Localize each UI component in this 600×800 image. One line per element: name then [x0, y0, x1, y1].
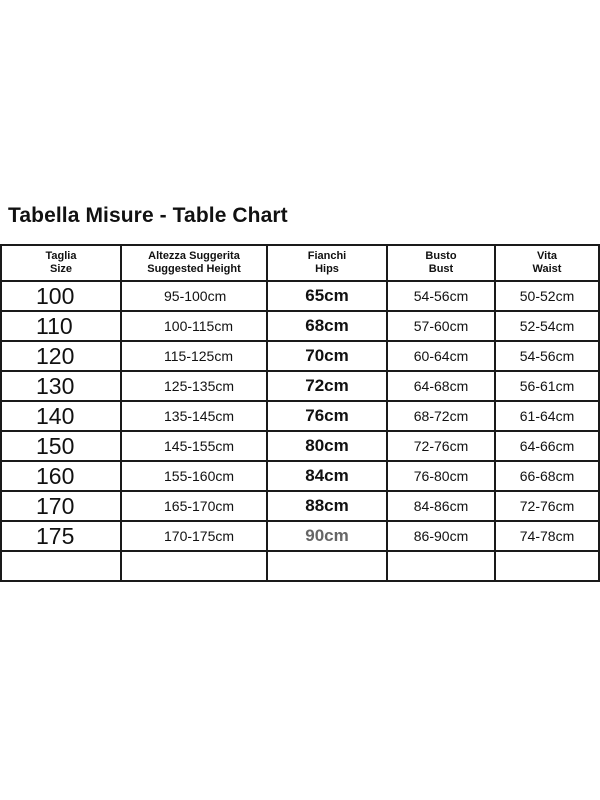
header-size-it: Taglia — [45, 250, 77, 262]
header-waist-en: Waist — [532, 263, 562, 275]
cell-bust: 54-56cm — [387, 281, 495, 311]
header-size — [1, 245, 121, 281]
cell-bust — [387, 551, 495, 581]
cell-waist: 56-61cm — [495, 371, 599, 401]
cell-waist: 64-66cm — [495, 431, 599, 461]
cell-bust: 72-76cm — [387, 431, 495, 461]
cell-waist: 52-54cm — [495, 311, 599, 341]
cell-hips: 88cm — [267, 491, 387, 521]
cell-bust: 68-72cm — [387, 401, 495, 431]
cell-hips: 84cm — [267, 461, 387, 491]
table-row — [1, 431, 599, 461]
cell-height: 100-115cm — [121, 311, 267, 341]
cell-size: 110 — [1, 311, 121, 341]
cell-height: 95-100cm — [121, 281, 267, 311]
header-waist-it: Vita — [537, 250, 557, 262]
cell-height: 125-135cm — [121, 371, 267, 401]
cell-waist: 61-64cm — [495, 401, 599, 431]
table-row — [1, 281, 599, 311]
header-height-it: Altezza Suggerita — [148, 250, 240, 262]
header-bust — [387, 245, 495, 281]
table-row — [1, 461, 599, 491]
cell-waist: 74-78cm — [495, 521, 599, 551]
table-row — [1, 401, 599, 431]
cell-hips: 76cm — [267, 401, 387, 431]
page-title: Tabella Misure - Table Chart — [8, 204, 288, 227]
cell-size — [1, 551, 121, 581]
cell-bust: 76-80cm — [387, 461, 495, 491]
cell-bust: 64-68cm — [387, 371, 495, 401]
table-row — [1, 341, 599, 371]
cell-hips: 90cm — [267, 521, 387, 551]
header-height — [121, 245, 267, 281]
cell-height: 170-175cm — [121, 521, 267, 551]
cell-waist: 50-52cm — [495, 281, 599, 311]
header-size-en: Size — [49, 263, 72, 275]
cell-bust: 60-64cm — [387, 341, 495, 371]
table-header-row — [1, 245, 599, 281]
cell-hips: 68cm — [267, 311, 387, 341]
header-hips-en: Hips — [315, 263, 339, 275]
cell-bust: 84-86cm — [387, 491, 495, 521]
cell-height — [121, 551, 267, 581]
cell-size: 130 — [1, 371, 121, 401]
cell-hips: 65cm — [267, 281, 387, 311]
header-waist — [495, 245, 599, 281]
table-row — [1, 491, 599, 521]
table-row — [1, 521, 599, 551]
header-height-en: Suggested Height — [147, 263, 241, 275]
cell-height: 155-160cm — [121, 461, 267, 491]
header-hips — [267, 245, 387, 281]
header-bust-en: Bust — [428, 263, 454, 275]
cell-waist: 66-68cm — [495, 461, 599, 491]
cell-size: 160 — [1, 461, 121, 491]
cell-bust: 57-60cm — [387, 311, 495, 341]
cell-size: 175 — [1, 521, 121, 551]
size-chart-table — [0, 244, 600, 582]
cell-hips — [267, 551, 387, 581]
cell-size: 120 — [1, 341, 121, 371]
cell-bust: 86-90cm — [387, 521, 495, 551]
cell-height: 165-170cm — [121, 491, 267, 521]
cell-height: 135-145cm — [121, 401, 267, 431]
cell-hips: 72cm — [267, 371, 387, 401]
cell-hips: 70cm — [267, 341, 387, 371]
header-hips-it: Fianchi — [307, 250, 347, 262]
table-row — [1, 371, 599, 401]
cell-size: 170 — [1, 491, 121, 521]
table-row-empty — [1, 551, 599, 581]
cell-size: 100 — [1, 281, 121, 311]
table-row — [1, 311, 599, 341]
cell-size: 150 — [1, 431, 121, 461]
cell-waist — [495, 551, 599, 581]
cell-waist: 72-76cm — [495, 491, 599, 521]
header-bust-it: Busto — [425, 250, 457, 262]
cell-waist: 54-56cm — [495, 341, 599, 371]
cell-hips: 80cm — [267, 431, 387, 461]
cell-size: 140 — [1, 401, 121, 431]
cell-height: 145-155cm — [121, 431, 267, 461]
cell-height: 115-125cm — [121, 341, 267, 371]
